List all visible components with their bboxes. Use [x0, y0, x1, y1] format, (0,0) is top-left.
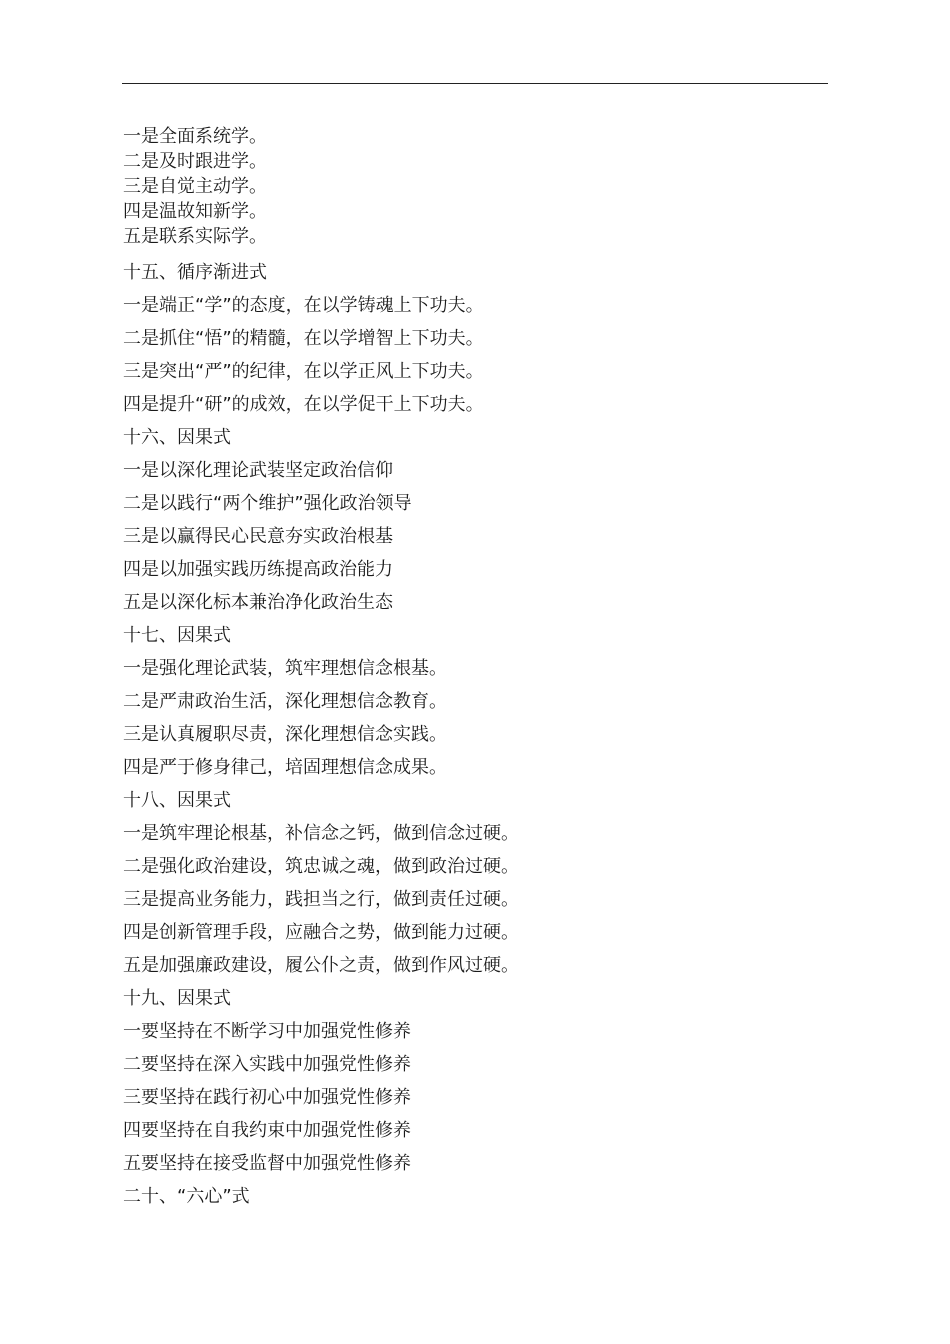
- intro-item: 四是温故知新学。: [123, 201, 267, 222]
- section-heading: 十七、因果式: [123, 625, 231, 646]
- list-item: 四是创新管理手段，应融合之势，做到能力过硬。: [123, 922, 519, 943]
- intro-item: 二是及时跟进学。: [123, 151, 267, 172]
- list-item: 三是突出“严”的纪律，在以学正风上下功夫。: [123, 361, 484, 382]
- list-item: 一是强化理论武装，筑牢理想信念根基。: [123, 658, 447, 679]
- list-item: 五要坚持在接受监督中加强党性修养: [123, 1153, 411, 1174]
- list-item: 一是端正“学”的态度，在以学铸魂上下功夫。: [123, 295, 484, 316]
- section-heading: 十五、循序渐进式: [123, 262, 267, 283]
- intro-item: 三是自觉主动学。: [123, 176, 267, 197]
- list-item: 一是以深化理论武装坚定政治信仰: [123, 460, 393, 481]
- list-item: 二是强化政治建设，筑忠诚之魂，做到政治过硬。: [123, 856, 519, 877]
- header-rule: [122, 83, 828, 84]
- list-item: 四是以加强实践历练提高政治能力: [123, 559, 393, 580]
- list-item: 四是严于修身律己，培固理想信念成果。: [123, 757, 447, 778]
- intro-item: 一是全面系统学。: [123, 126, 267, 147]
- list-item: 二要坚持在深入实践中加强党性修养: [123, 1054, 411, 1075]
- list-item: 二是严肃政治生活，深化理想信念教育。: [123, 691, 447, 712]
- list-item: 五是加强廉政建设，履公仆之责，做到作风过硬。: [123, 955, 519, 976]
- document-body: [123, 124, 823, 1213]
- list-item: 四要坚持在自我约束中加强党性修养: [123, 1120, 411, 1141]
- list-item: 一要坚持在不断学习中加强党性修养: [123, 1021, 411, 1042]
- list-item: 三是提高业务能力，践担当之行，做到责任过硬。: [123, 889, 519, 910]
- list-item: 三是认真履职尽责，深化理想信念实践。: [123, 724, 447, 745]
- list-item: 一是筑牢理论根基，补信念之钙，做到信念过硬。: [123, 823, 519, 844]
- section-heading: 十九、因果式: [123, 988, 231, 1009]
- list-item: 三要坚持在践行初心中加强党性修养: [123, 1087, 411, 1108]
- list-item: 二是抓住“悟”的精髓，在以学增智上下功夫。: [123, 328, 484, 349]
- list-item: 三是以赢得民心民意夯实政治根基: [123, 526, 393, 547]
- intro-item: 五是联系实际学。: [123, 226, 267, 247]
- section-heading: 十六、因果式: [123, 427, 231, 448]
- list-item: 四是提升“研”的成效，在以学促干上下功夫。: [123, 394, 484, 415]
- section-heading: 十八、因果式: [123, 790, 231, 811]
- list-item: 五是以深化标本兼治净化政治生态: [123, 592, 393, 613]
- list-item: 二是以践行“两个维护”强化政治领导: [123, 493, 412, 514]
- section-heading: 二十、“六心”式: [123, 1186, 250, 1207]
